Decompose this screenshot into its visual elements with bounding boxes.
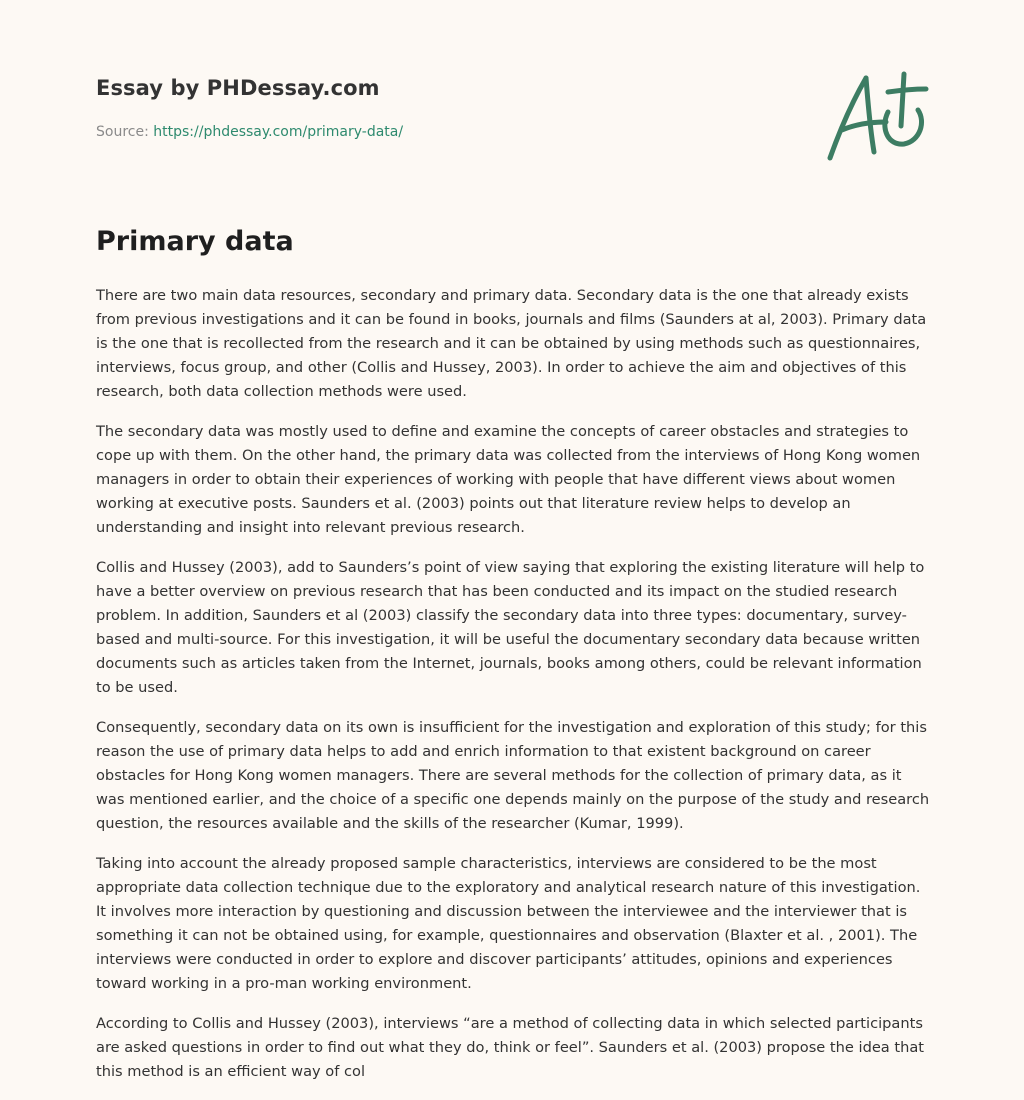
source-label: Source: <box>96 124 149 140</box>
paragraph: Collis and Hussey (2003), add to Saunders’s point of view saying that exploring the existing literature will help to have a better overview on previous research that has been conducted and its impact on the studied research problem. In addition, Saunders et al (2003) classify the secondary data into three types: documentary, survey-based and multi-source. For this investigation, it will be useful the documentary secondary data because written documents such as articles taken from the Internet, journals, books among others, could be relevant information to be used. <box>96 559 925 696</box>
brand-title: Essay by PHDessay.com <box>96 76 380 100</box>
article-body <box>96 284 930 1100</box>
a-plus-grade-icon <box>822 68 930 166</box>
paragraph: Taking into account the already proposed sample characteristics, interviews are considered to be the most appropriate data collection technique due to the exploratory and analytical research nature of this investigation. It involves more interaction by questioning and discussion between the interviewee and the interviewer that is something it can not be obtained using, for example, questionnaires and observation (Blaxter et al. , 2001). The interviews were conducted in order to explore and discover participants’ attitudes, opinions and experiences toward working in a pro-man working environment. <box>96 855 921 992</box>
paragraph: The secondary data was mostly used to define and examine the concepts of career obstacles and strategies to cope up with them. On the other hand, the primary data was collected from the interviews of Hong Kong women managers in order to obtain their experiences of working with people that have different views about women working at executive posts. Saunders et al. (2003) points out that literature review helps to develop an understanding and insight into relevant previous research. <box>96 423 921 536</box>
paragraph: Consequently, secondary data on its own is insufficient for the investigation and exploration of this study; for this reason the use of primary data helps to add and enrich information to that existent background on career obstacles for Hong Kong women managers. There are several methods for the collection of primary data, as it was mentioned earlier, and the choice of a specific one depends mainly on the purpose of the study and research question, the resources available and the skills of the researcher (Kumar, 1999). <box>96 719 930 832</box>
paragraph: There are two main data resources, secondary and primary data. Secondary data is the one that already exists from previous investigations and it can be found in books, journals and films (Saunders at al, 2003). Primary data is the one that is recollected from the research and it can be obtained by using methods such as questionnaires, interviews, focus group, and other (Collis and Hussey, 2003). In order to achieve the aim and objectives of this research, both data collection methods were used. <box>96 287 927 400</box>
page-title: Primary data <box>96 226 294 257</box>
paragraph: According to Collis and Hussey (2003), interviews “are a method of collecting data in which selected participants are asked questions in order to find out what they do, think or feel”. Saunders et al. (2003) propose the idea that this method is an efficient way of col <box>96 1015 925 1080</box>
source-line <box>96 124 403 140</box>
source-link[interactable]: https://phdessay.com/primary-data/ <box>153 124 404 140</box>
